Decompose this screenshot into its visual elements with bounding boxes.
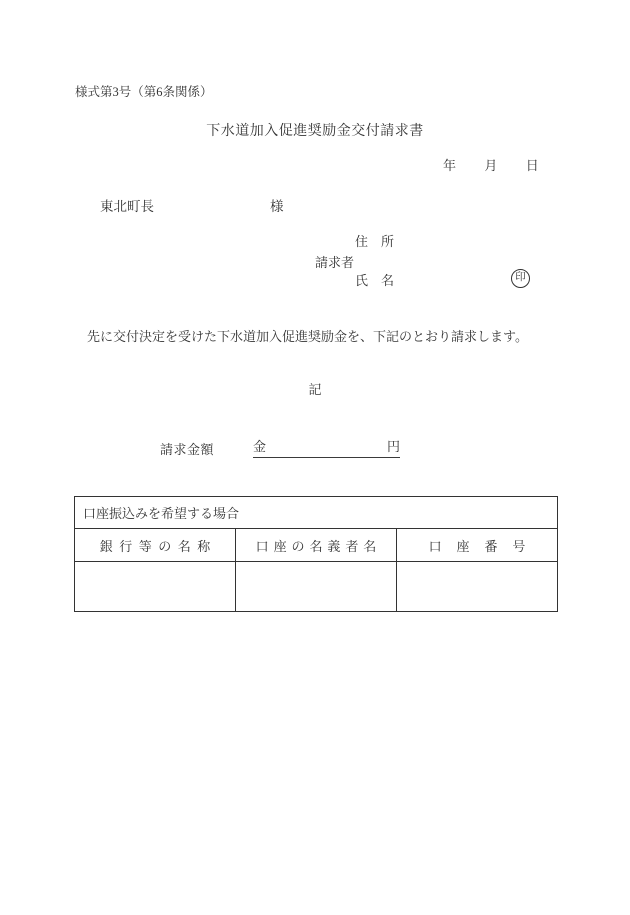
table-caption: 口座振込みを希望する場合 — [75, 497, 558, 529]
account-table — [74, 496, 558, 612]
form-number: 様式第3号（第6条関係） — [75, 85, 213, 99]
section-marker: 記 — [308, 382, 322, 397]
claimant-name-label: 氏 名 — [355, 273, 395, 288]
page-title: 下水道加入促進奨励金交付請求書 — [206, 124, 424, 139]
addressee-honorific: 様 — [270, 199, 284, 214]
table-caption-row — [75, 497, 558, 529]
amount-field — [253, 440, 400, 458]
account-number-cell — [397, 562, 558, 612]
column-header-account-number: 口座番号 — [397, 529, 558, 562]
date-line: 年 月 日 — [443, 158, 540, 173]
seal-character: 印 — [515, 272, 526, 284]
amount-currency-suffix: 円 — [386, 439, 400, 454]
amount-currency-prefix: 金 — [253, 439, 267, 454]
column-header-bank-name: 銀行等の名称 — [75, 529, 236, 562]
account-holder-cell — [236, 562, 397, 612]
column-header-account-holder: 口座の名義者名 — [236, 529, 397, 562]
table-entry-row — [75, 562, 558, 612]
seal-icon — [511, 269, 530, 288]
body-text: 先に交付決定を受けた下水道加入促進奨励金を、下記のとおり請求します。 — [87, 329, 528, 344]
claimant-address-label: 住 所 — [355, 234, 395, 249]
addressee-name: 東北町長 — [100, 199, 154, 214]
claimant-label: 請求者 — [315, 255, 355, 270]
bank-name-cell — [75, 562, 236, 612]
table-header-row — [75, 529, 558, 562]
amount-label: 請求金額 — [160, 442, 215, 457]
